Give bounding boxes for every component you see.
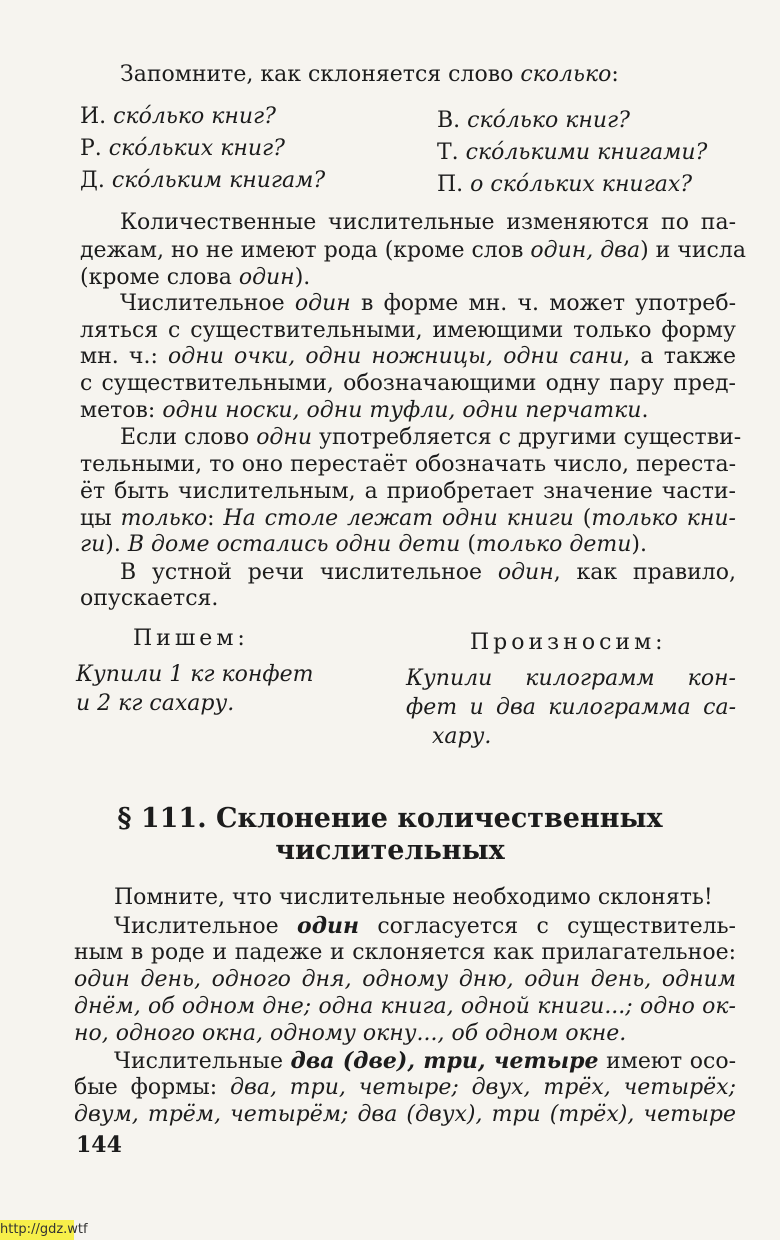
text: ) и числа — [640, 238, 746, 263]
text-italic: днём, об одном дне; одна книга, одной книги...; одно ок- — [74, 994, 736, 1019]
text-italic: одни носки, одни туфли, одни перчатки — [162, 398, 642, 423]
q2-line1 — [114, 913, 736, 940]
text-italic: ги — [80, 532, 106, 557]
text: ). — [294, 265, 311, 290]
write-header: Пишем: — [133, 626, 249, 651]
say-header: Произносим: — [470, 630, 667, 655]
text: ным в роде и падеже и склоняется как прилагательное: — [74, 940, 736, 965]
text-italic: один — [497, 560, 554, 585]
text-italic: одни очки, одни ножницы, одни сани — [168, 344, 624, 369]
text: . — [641, 398, 649, 423]
text-italic: один — [238, 265, 295, 290]
p2-line3 — [80, 344, 736, 370]
case-label: Р. — [80, 136, 109, 161]
p4-line1 — [120, 560, 736, 586]
case-accusative — [437, 108, 630, 134]
case-label: П. — [437, 172, 471, 197]
write-line2: и 2 кг сахару. — [76, 691, 235, 716]
text: , как правило, — [553, 560, 736, 585]
text-bold-italic: два (две), три, четыре — [290, 1048, 599, 1074]
text: согласуется с существитель- — [359, 914, 736, 939]
text: В устной речи числительное — [120, 560, 498, 585]
text: , а также — [623, 344, 736, 369]
q3-line2 — [74, 1075, 736, 1101]
p2-line2 — [80, 318, 736, 344]
text-italic: один — [294, 291, 351, 316]
text-italic: только — [120, 506, 208, 531]
intro-line — [120, 62, 619, 88]
text-italic: два, три, четыре; двух, трёх, четырёх; — [230, 1075, 737, 1100]
page-number: 144 — [76, 1132, 122, 1158]
p3-line3 — [80, 479, 736, 505]
p3-line4 — [80, 506, 736, 532]
text: в форме мн. ч. может употреб- — [350, 291, 737, 316]
text-italic: один, два — [530, 238, 641, 263]
section-title-line1: § 111. Склонение количественных — [117, 803, 663, 834]
text: фет и два килограмма са- — [406, 695, 736, 720]
p3-line5 — [80, 532, 647, 558]
text: имеют осо- — [598, 1049, 736, 1074]
text: дежам, но не имеют рода (кроме слов — [80, 238, 531, 263]
text: тельными, то оно перестаёт обозначать число, переста- — [80, 452, 736, 477]
text-italic: двум, трём, четырём; два (двух), три (трёх), четыре — [74, 1102, 736, 1127]
p2-line5 — [80, 398, 648, 424]
example-italic: На столе лежат одни книги — [223, 506, 574, 531]
case-label: Д. — [80, 168, 112, 193]
q2-line2 — [74, 940, 736, 966]
text: Числительное — [120, 291, 295, 316]
text: ( — [460, 532, 476, 557]
p1-line1 — [80, 210, 736, 236]
case-prepositional — [437, 172, 692, 198]
text-italic: только дети — [475, 532, 632, 557]
p1-line2 — [80, 238, 746, 264]
text: ). — [631, 532, 647, 557]
case-form: ско́лько книг? — [467, 108, 630, 133]
text: с существительными, обозначающими одну пару пред- — [80, 371, 736, 396]
case-form: ско́льких книг? — [108, 136, 285, 161]
text: опускается. — [80, 586, 219, 611]
case-genitive — [80, 136, 285, 162]
p3-line1 — [120, 425, 742, 451]
write-line1: Купили 1 кг конфет — [76, 662, 314, 687]
text: : — [207, 506, 224, 531]
text: ( — [573, 506, 592, 531]
text: Числительные — [114, 1049, 291, 1074]
p2-line4 — [80, 371, 736, 397]
text: употребляется с другими существи- — [312, 425, 742, 450]
case-label: В. — [437, 108, 468, 133]
q2-line5: но, одного окна, одному окну..., об одном окне. — [74, 1021, 627, 1046]
text-italic: только кни- — [591, 506, 736, 531]
p2-line1 — [120, 291, 736, 317]
text: ёт быть числительным, а приобретает значение части- — [80, 479, 736, 504]
case-instrumental — [437, 140, 707, 166]
case-nominative — [80, 104, 276, 130]
intro-text: Запомните, как склоняется слово — [120, 62, 521, 87]
text: бые формы: — [74, 1075, 231, 1100]
text: мн. ч.: — [80, 344, 169, 369]
case-form: ско́лькими книгами? — [465, 140, 708, 165]
case-form: ско́лько книг? — [113, 104, 276, 129]
say-line1 — [406, 666, 736, 692]
case-dative — [80, 168, 325, 194]
q2-line3 — [74, 967, 736, 993]
say-line2 — [406, 695, 736, 721]
text: цы — [80, 506, 121, 531]
text: ). — [105, 532, 128, 557]
case-label: Т. — [437, 140, 466, 165]
p1-line3 — [80, 265, 310, 291]
text: Количественные числительные изменяются по па- — [120, 210, 736, 235]
intro-word: сколько — [520, 62, 612, 87]
text: метов: — [80, 398, 163, 423]
text: ляться с существительными, имеющими только форму — [80, 318, 736, 343]
case-form: о ско́льких книгах? — [470, 172, 693, 197]
text: Купили килограмм кон- — [406, 666, 736, 691]
text: Числительное — [114, 914, 298, 939]
p4-line2 — [80, 586, 218, 612]
section-title-line2: числительных — [275, 835, 505, 866]
reminder-line: Помните, что числительные необходимо склонять! — [114, 885, 713, 910]
q3-line3 — [74, 1102, 736, 1128]
q2-line4 — [74, 994, 736, 1020]
text: Если слово — [120, 425, 257, 450]
p3-line2 — [80, 452, 736, 478]
text-italic: одни — [256, 425, 313, 450]
example-italic: В доме остались одни дети — [127, 532, 461, 557]
text-bold-italic: один — [297, 913, 360, 939]
intro-colon: : — [611, 62, 619, 87]
site-link[interactable]: http://gdz.wtf — [0, 1220, 74, 1240]
case-label: И. — [80, 104, 114, 129]
case-form: ско́льким книгам? — [111, 168, 326, 193]
q3-line1 — [114, 1048, 736, 1075]
text: (кроме слова — [80, 265, 239, 290]
text-italic: один день, одного дня, одному дню, один день, одним — [74, 967, 736, 992]
say-line3: хару. — [432, 724, 492, 749]
